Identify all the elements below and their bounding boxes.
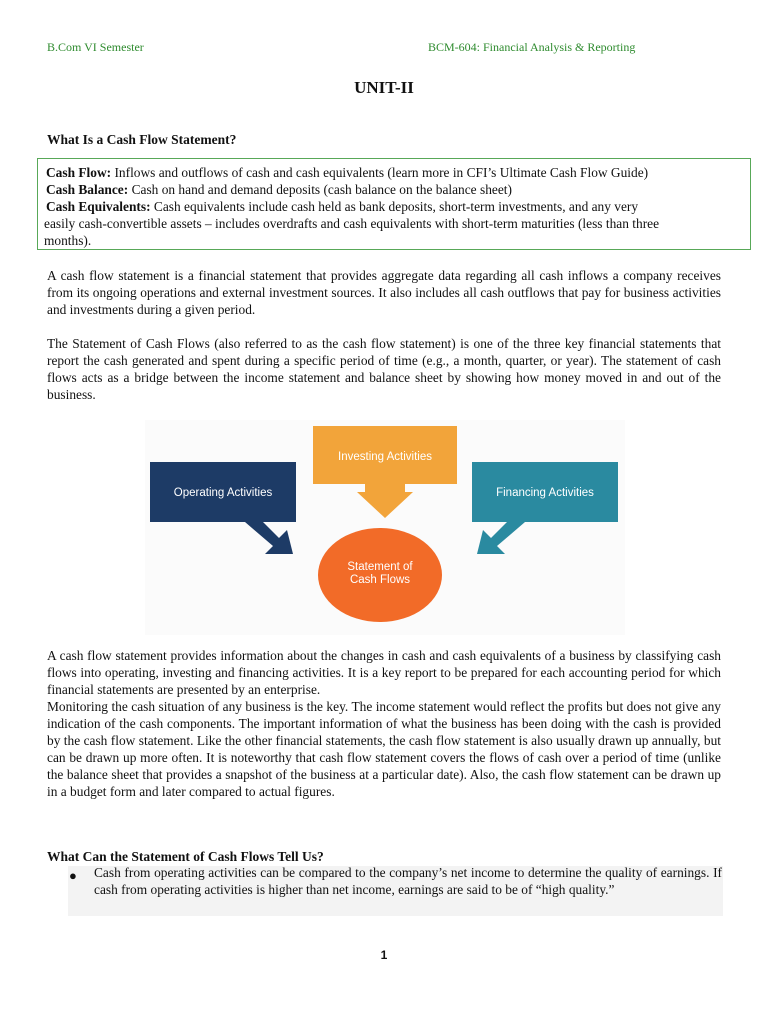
definition-term: Cash Flow: [46, 165, 112, 180]
bullet-item: Cash from operating activities can be compared to the company’s net income to determine the quality of earnings. If cash from operating activities is higher than net income, earnings are said to be of “high quality.” [94, 865, 722, 897]
unit-title: UNIT-II [354, 78, 414, 97]
definition-cash-balance [46, 181, 512, 198]
page-number: 1 [380, 948, 388, 962]
financing-activities-label: Financing Activities [496, 487, 594, 499]
section-heading-cash-flow-statement: What Is a Cash Flow Statement? [47, 132, 237, 147]
definition-text: Cash on hand and demand deposits (cash balance on the balance sheet) [128, 182, 512, 197]
definition-term: Cash Balance: [46, 182, 129, 197]
paragraph-monitoring: Monitoring the cash situation of any business is the key. The income statement would reflect the profits but does not give any indication of the cash components. The important information of what the business has been doing with the cash is provided by the cash flow statement. Like the other financial statements, the cash flow statement is also usually drawn up annually, but can be drawn up more often. It is noteworthy that cash flow statement covers the flows of cash over a period of time (unlike the balance sheet that provides a snapshot of the business at a particular date). Also, the cash flow statement can be drawn up in a budget form and later compared to actual figures. [47, 699, 721, 799]
paragraph-classification: A cash flow statement provides information about the changes in cash and cash equivalents of a business by classifying cash flows into operating, investing and financing activities. It is a key report to be prepared for each accounting period for which financial statements are presented by an enterprise. [47, 648, 721, 697]
center-label-line1: Statement of [347, 561, 413, 573]
operating-activities-label: Operating Activities [173, 487, 273, 499]
cash-flow-diagram [145, 420, 625, 635]
header-subject: BCM-604: Financial Analysis & Reporting [428, 40, 636, 54]
investing-activities-label: Investing Activities [338, 451, 432, 463]
section-heading-what-can-tell: What Can the Statement of Cash Flows Tell Us? [47, 849, 324, 864]
definition-cash-equivalents-line2: easily cash-convertible assets – includes overdrafts and cash equivalents with short-term maturities (less than three [44, 216, 660, 231]
bullet-dot-icon: ● [69, 868, 77, 883]
definition-cash-flow [46, 164, 648, 181]
definition-text: Cash equivalents include cash held as bank deposits, short-term investments, and any very [150, 199, 639, 214]
center-label-line2: Cash Flows [349, 574, 411, 586]
definition-text: Inflows and outflows of cash and cash equivalents (learn more in CFI’s Ultimate Cash Flow Guide) [111, 165, 649, 180]
definition-cash-equivalents [46, 198, 638, 215]
paragraph-definition: A cash flow statement is a financial statement that provides aggregate data regarding all cash inflows a company receives from its ongoing operations and external investment sources. It also includes all cash outflows that pay for business activities and investments during a given period. [47, 268, 721, 317]
definition-cash-equivalents-line3: months). [44, 233, 92, 248]
header-course: B.Com VI Semester [47, 40, 144, 54]
paragraph-statement-of-cash-flows: The Statement of Cash Flows (also referred to as the cash flow statement) is one of the three key financial statements that report the cash generated and spent during a specific period of time (e.g., a month, quarter, or year). The statement of cash flows acts as a bridge between the income statement and balance sheet by showing how money moved in and out of the business. [47, 336, 721, 402]
definition-term: Cash Equivalents: [46, 199, 151, 214]
